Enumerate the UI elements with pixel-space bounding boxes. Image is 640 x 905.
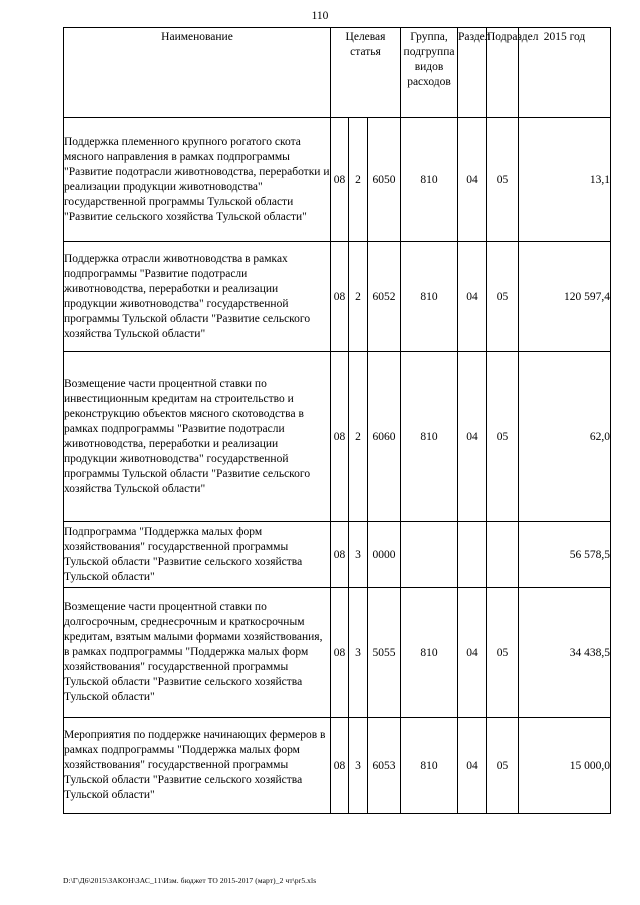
row-target-code: 6050 [368, 118, 401, 242]
row-section: 04 [458, 588, 487, 718]
row-subsection: 05 [487, 352, 519, 522]
row-amount: 34 438,5 [519, 588, 611, 718]
row-target-program: 08 [331, 118, 349, 242]
row-target-program: 08 [331, 522, 349, 588]
table-row [64, 352, 611, 522]
row-name: Подпрограмма "Поддержка малых форм хозяйствования" государственной программы Тульской области "Развитие сельского хозяйства Тульской области" [64, 522, 331, 588]
row-target-subprogram: 2 [349, 242, 368, 352]
row-amount: 15 000,0 [519, 718, 611, 814]
table-row [64, 118, 611, 242]
row-expense-group: 810 [401, 118, 458, 242]
header-target-article: Целевая статья [331, 28, 401, 118]
row-target-code: 6060 [368, 352, 401, 522]
row-name: Мероприятия по поддержке начинающих фермеров в рамках подпрограммы "Поддержка малых форм хозяйствования" государственной программы Тульской области "Развитие сельского хозяйства Тульской области" [64, 718, 331, 814]
row-target-program: 08 [331, 588, 349, 718]
row-expense-group: 810 [401, 588, 458, 718]
row-amount: 62,0 [519, 352, 611, 522]
header-expense-group: Группа, подгруппа видов расходов [401, 28, 458, 118]
row-name: Возмещение части процентной ставки по инвестиционным кредитам на строительство и реконструкцию объектов мясного скотоводства в рамках подпрограммы "Развитие подотрасли животноводства, переработки и реализации продукции животноводства" государственной программы Тульской области "Развитие сельского хозяйства Тульской области" [64, 352, 331, 522]
row-expense-group [401, 522, 458, 588]
row-subsection: 05 [487, 718, 519, 814]
row-target-subprogram: 2 [349, 118, 368, 242]
row-subsection: 05 [487, 118, 519, 242]
row-target-subprogram: 3 [349, 588, 368, 718]
table-row [64, 588, 611, 718]
row-section: 04 [458, 718, 487, 814]
header-section: Раздел [458, 28, 487, 118]
row-target-subprogram: 3 [349, 718, 368, 814]
page-number: 110 [311, 10, 329, 22]
row-amount: 56 578,5 [519, 522, 611, 588]
row-expense-group: 810 [401, 352, 458, 522]
row-name: Поддержка племенного крупного рогатого скота мясного направления в рамках подпрограммы "Развитие подотрасли животноводства, переработки и реализации продукции животноводства" государственной программы Тульской области "Развитие сельского хозяйства Тульской области" [64, 118, 331, 242]
file-path-footer: D:\Г\Д6\2015\ЗАКОН\ЗАС_11\Изм. бюджет ТО 2015-2017 (март)_2 чт\pr5.xls [63, 876, 317, 885]
row-amount: 13,1 [519, 118, 611, 242]
row-target-program: 08 [331, 242, 349, 352]
row-section: 04 [458, 242, 487, 352]
budget-table [63, 27, 611, 814]
row-name: Поддержка отрасли животноводства в рамках подпрограммы "Развитие подотрасли животноводства, переработки и реализации продукции животноводства" государственной программы Тульской области "Развитие сельского хозяйства Тульской области" [64, 242, 331, 352]
row-amount: 120 597,4 [519, 242, 611, 352]
row-subsection: 05 [487, 242, 519, 352]
row-target-program: 08 [331, 718, 349, 814]
row-target-subprogram: 3 [349, 522, 368, 588]
row-subsection: 05 [487, 588, 519, 718]
row-target-program: 08 [331, 352, 349, 522]
header-name: Наименование [64, 28, 331, 118]
row-target-code: 0000 [368, 522, 401, 588]
row-section: 04 [458, 352, 487, 522]
table-row [64, 718, 611, 814]
row-expense-group: 810 [401, 242, 458, 352]
row-section: 04 [458, 118, 487, 242]
row-target-code: 6052 [368, 242, 401, 352]
row-target-code: 6053 [368, 718, 401, 814]
row-target-subprogram: 2 [349, 352, 368, 522]
header-year-2015: 2015 год [519, 28, 611, 118]
row-name: Возмещение части процентной ставки по долгосрочным, среднесрочным и краткосрочным кредитам, взятым малыми формами хозяйствования, в рамках подпрограммы "Поддержка малых форм хозяйствования" государственной программы Тульской области "Развитие сельского хозяйства Тульской области" [64, 588, 331, 718]
row-subsection [487, 522, 519, 588]
table-row [64, 242, 611, 352]
table-row [64, 522, 611, 588]
row-section [458, 522, 487, 588]
row-target-code: 5055 [368, 588, 401, 718]
header-row [64, 28, 611, 118]
row-expense-group: 810 [401, 718, 458, 814]
header-subsection: Подраздел [487, 28, 519, 118]
